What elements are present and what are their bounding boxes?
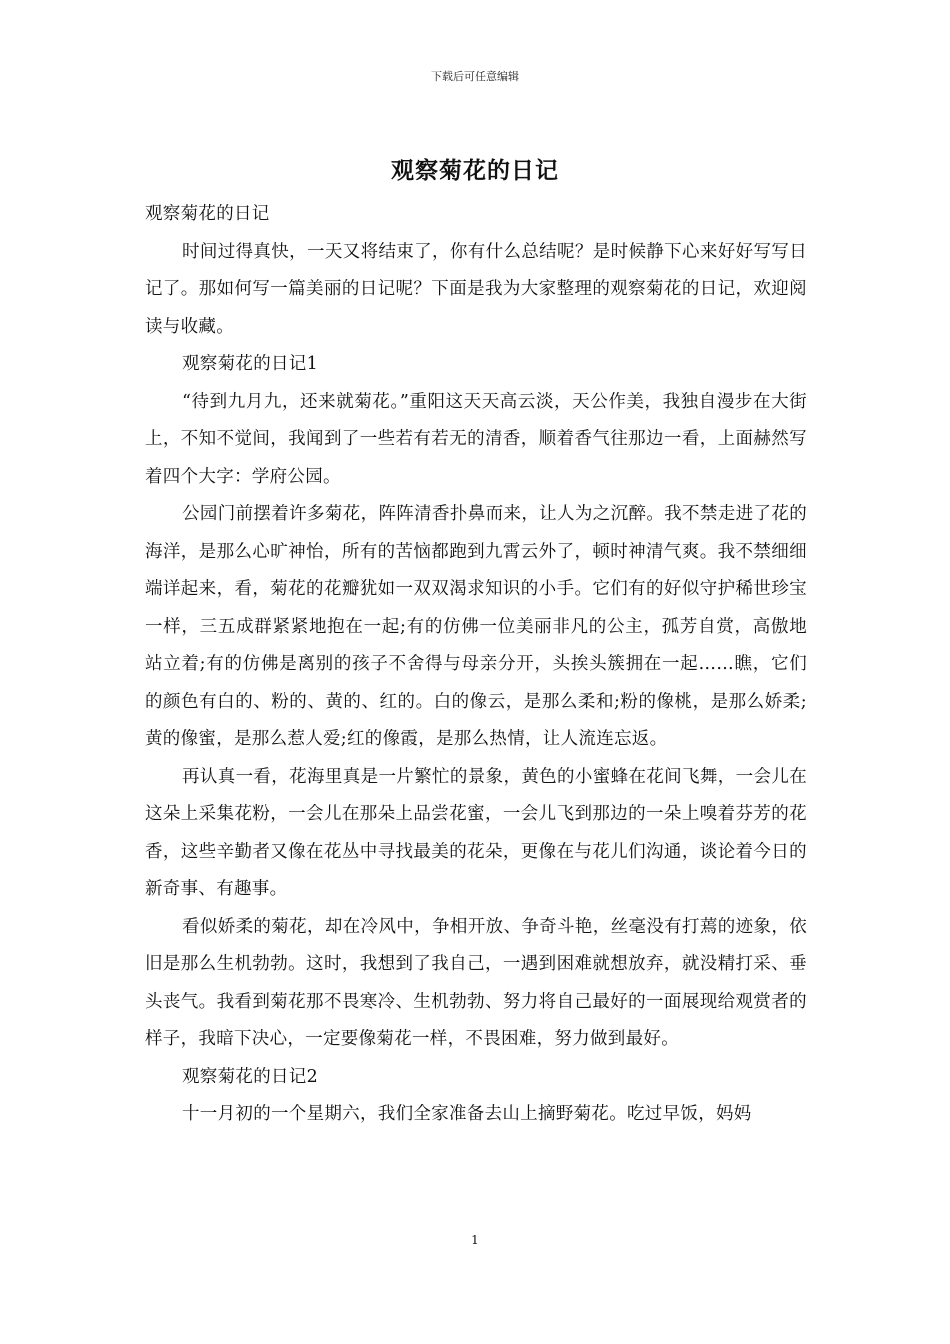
- section-heading-2: 观察菊花的日记2: [182, 1066, 319, 1087]
- subtitle-paragraph: 观察菊花的日记: [145, 204, 270, 224]
- body-paragraph: 看似娇柔的菊花，却在冷风中，争相开放、争奇斗艳，丝毫没有打蔫的迹象，依旧是那么生机勃勃。这时，我想到了我自己，一遇到困难就想放弃，就没精打采、垂头丧气。我看到菊花那不畏寒冷、生机勃勃、努力将自己最好的一面展现给观赏者的样子，我暗下决心，一定要像菊花一样，不畏困难，努力做到最好。: [145, 916, 807, 1049]
- page-number: 1: [471, 1233, 479, 1247]
- intro-paragraph: 时间过得真快，一天又将结束了，你有什么总结呢？是时候静下心来好好写写日记了。那如何写一篇美丽的日记呢？下面是我为大家整理的观察菊花的日记，欢迎阅读与收藏。: [145, 241, 807, 337]
- document-title: 观察菊花的日记: [391, 157, 559, 184]
- body-paragraph: “待到九月九，还来就菊花。”重阳这天天高云淡，天公作美，我独自漫步在大街上，不知不觉间，我闻到了一些若有若无的清香，顺着香气往那边一看，上面赫然写着四个大字：学府公园。: [145, 391, 807, 487]
- header-note: 下载后可任意编辑: [431, 70, 519, 83]
- body-paragraph: 再认真一看，花海里真是一片繁忙的景象，黄色的小蜜蜂在花间飞舞，一会儿在这朵上采集花粉，一会儿在那朵上品尝花蜜，一会儿飞到那边的一朵上嗅着芬芳的花香，这些辛勤者又像在花丛中寻找最美的花朵，更像在与花儿们沟通，谈论着今日的新奇事、有趣事。: [145, 766, 807, 899]
- body-paragraph: 公园门前摆着许多菊花，阵阵清香扑鼻而来，让人为之沉醉。我不禁走进了花的海洋，是那么心旷神怡，所有的苦恼都跑到九霄云外了，顿时神清气爽。我不禁细细端详起来，看，菊花的花瓣犹如一双双渴求知识的小手。它们有的好似守护稀世珍宝一样，三五成群紧紧地抱在一起;有的仿佛一位美丽非凡的公主，孤芳自赏，高傲地站立着;有的仿佛是离别的孩子不舍得与母亲分开，头挨头簇拥在一起……瞧，它们的颜色有白的、粉的、黄的、红的。白的像云，是那么柔和;粉的像桃，是那么娇柔;黄的像蜜，是那么惹人爱;红的像霞，是那么热情，让人流连忘返。: [145, 504, 807, 749]
- body-paragraph: 十一月初的一个星期六，我们全家准备去山上摘野菊花。吃过早饭，妈妈: [182, 1104, 752, 1124]
- section-heading-1: 观察菊花的日记1: [182, 354, 319, 374]
- document-body: [145, 196, 807, 1134]
